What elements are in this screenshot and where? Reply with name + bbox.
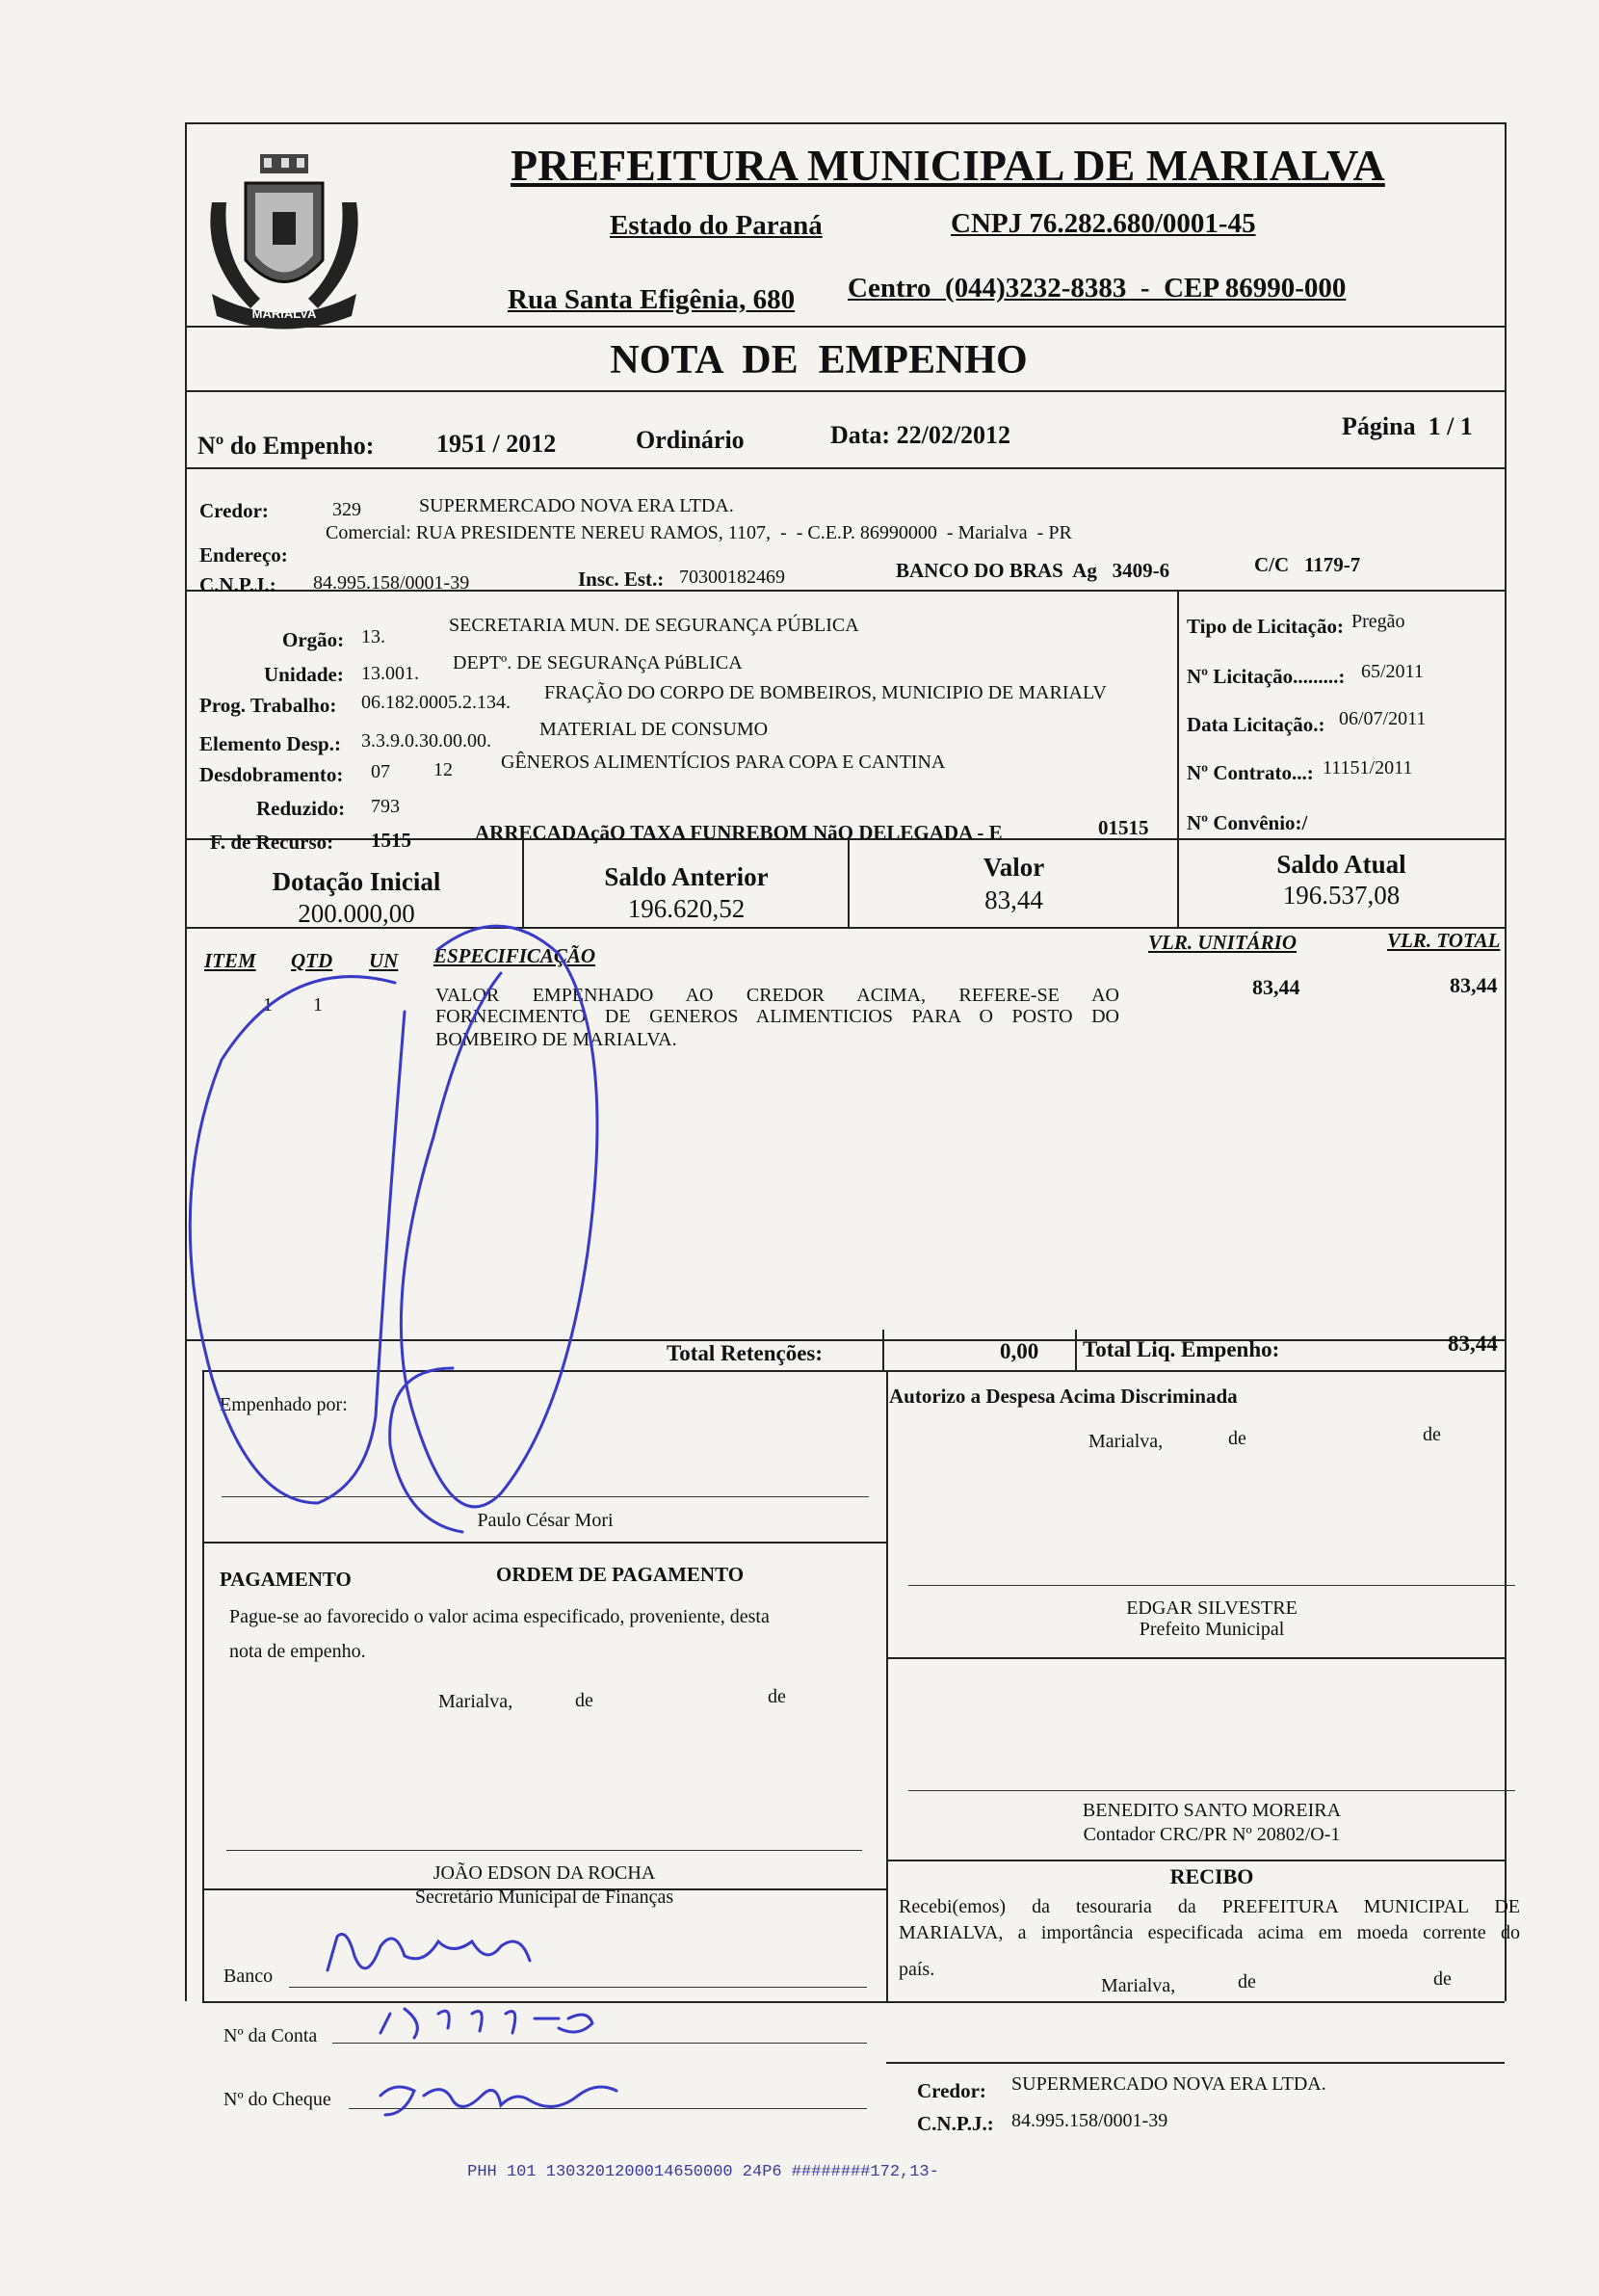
endereco-label: Endereço: bbox=[199, 543, 288, 567]
fonte-name: ARRECADAçãO TAXA FUNREBOM NãO DELEGADA - E bbox=[475, 821, 1003, 844]
empenho-label: Nº do Empenho: bbox=[197, 432, 375, 460]
street-address: Rua Santa Efigênia, 680 bbox=[508, 284, 796, 315]
n-contrato-label: Nº Contrato...: bbox=[1187, 761, 1314, 784]
row-espec-line3: BOMBEIRO DE MARIALVA. bbox=[435, 1029, 677, 1050]
valor-value: 83,44 bbox=[984, 885, 1043, 914]
bank-info: BANCO DO BRAS Ag 3409-6 bbox=[896, 559, 1170, 582]
municipality-title: PREFEITURA MUNICIPAL DE MARIALVA bbox=[511, 141, 1385, 190]
unidade-code: 13.001. bbox=[361, 663, 419, 684]
autorizo-de2: de bbox=[1423, 1424, 1441, 1445]
autorizo-label: Autorizo a Despesa Acima Discriminada bbox=[889, 1385, 1238, 1408]
tipo-licitacao-label: Tipo de Licitação: bbox=[1187, 615, 1344, 638]
total-liq-label: Total Liq. Empenho: bbox=[1083, 1337, 1280, 1361]
recibo-credor-value: SUPERMERCADO NOVA ERA LTDA. bbox=[1011, 2073, 1326, 2095]
total-retencoes-value: 0,00 bbox=[1000, 1339, 1039, 1363]
empenhado-por-label: Empenhado por: bbox=[220, 1394, 348, 1415]
recibo-line2: MARIALVA, a importância especificada acima em moeda corrente do bbox=[899, 1922, 1520, 1943]
col-especificacao: ESPECIFICAÇÃO bbox=[433, 944, 596, 967]
credor-cnpj-label: C.N.P.J.: bbox=[199, 573, 276, 596]
empenho-number: 1951 / 2012 bbox=[436, 430, 557, 458]
benedito-name: BENEDITO SANTO MOREIRA bbox=[1082, 1800, 1342, 1821]
ordem-pagamento-label: ORDEM DE PAGAMENTO bbox=[496, 1563, 745, 1586]
crest-text: MARIALVA bbox=[251, 306, 317, 321]
banco-label: Banco bbox=[223, 1966, 274, 1987]
pagamento-label: PAGAMENTO bbox=[220, 1568, 352, 1591]
unidade-name: DEPTº. DE SEGURANçA PúBLICA bbox=[453, 652, 743, 673]
prog-label: Prog. Trabalho: bbox=[199, 694, 337, 717]
autorizo-de1: de bbox=[1228, 1428, 1246, 1449]
edgar-name: EDGAR SILVESTRE bbox=[1126, 1597, 1298, 1619]
desdobramento-code1: 07 bbox=[371, 761, 390, 782]
prog-name: FRAÇÃO DO CORPO DE BOMBEIROS, MUNICIPIO DE MARIALV bbox=[544, 682, 1107, 703]
conta-label: Nº da Conta bbox=[223, 2025, 318, 2046]
ordem-marialva: Marialva, bbox=[438, 1691, 513, 1712]
col-qtd: QTD bbox=[291, 949, 333, 972]
recibo-cnpj-value: 84.995.158/0001-39 bbox=[1011, 2110, 1168, 2131]
reduzido-value: 793 bbox=[371, 796, 400, 817]
orgao-label: Orgão: bbox=[282, 628, 345, 651]
row-item: 1 bbox=[263, 994, 273, 1016]
pague-line1: Pague-se ao favorecido o valor acima especificado, proveniente, desta bbox=[229, 1606, 770, 1627]
recibo-de2: de bbox=[1433, 1968, 1452, 1990]
fonte-code: 1515 bbox=[371, 829, 411, 852]
fonte-label: F. de Recurso: bbox=[210, 831, 334, 854]
pague-line2: nota de empenho. bbox=[229, 1641, 366, 1662]
col-vlr-total: VLR. TOTAL bbox=[1387, 929, 1501, 952]
col-item: ITEM bbox=[204, 949, 256, 972]
saldo-atual-label: Saldo Atual bbox=[1276, 850, 1406, 879]
n-contrato-value: 11151/2011 bbox=[1323, 757, 1413, 779]
credor-name: SUPERMERCADO NOVA ERA LTDA. bbox=[419, 495, 734, 516]
empenho-date: Data: 22/02/2012 bbox=[830, 421, 1011, 449]
prog-code: 06.182.0005.2.134. bbox=[361, 692, 511, 713]
saldo-anterior-value: 196.620,52 bbox=[627, 894, 746, 923]
autorizo-marialva: Marialva, bbox=[1088, 1431, 1164, 1452]
n-licitacao-value: 65/2011 bbox=[1361, 661, 1424, 682]
row-qtd: 1 bbox=[313, 994, 323, 1016]
elemento-name: MATERIAL DE CONSUMO bbox=[539, 719, 769, 740]
prefeito-title: Prefeito Municipal bbox=[1139, 1619, 1285, 1640]
total-retencoes-label: Total Retenções: bbox=[667, 1341, 824, 1365]
elemento-code: 3.3.9.0.30.00.00. bbox=[361, 730, 491, 752]
unidade-label: Unidade: bbox=[264, 663, 344, 686]
credor-cnpj-value: 84.995.158/0001-39 bbox=[313, 572, 470, 594]
saldo-anterior-label: Saldo Anterior bbox=[604, 862, 769, 891]
recibo-de1: de bbox=[1238, 1971, 1256, 1993]
bank-account: C/C 1179-7 bbox=[1254, 553, 1361, 576]
recibo-line3: país. bbox=[899, 1959, 935, 1980]
row-vlr-unitario: 83,44 bbox=[1252, 975, 1300, 999]
state-name: Estado do Paraná bbox=[610, 210, 823, 241]
recibo-line1: Recebi(emos) da tesouraria da PREFEITURA MUNICIPAL DE bbox=[899, 1896, 1520, 1917]
saldo-atual-value: 196.537,08 bbox=[1282, 881, 1401, 910]
cheque-label: Nº do Cheque bbox=[223, 2089, 331, 2110]
footer-code: PHH 101 1303201200014650000 24P6 ########172,13- bbox=[467, 2163, 939, 2181]
header-cnpj: CNPJ 76.282.680/0001-45 bbox=[951, 208, 1256, 239]
data-licitacao-value: 06/07/2011 bbox=[1339, 708, 1427, 729]
elemento-label: Elemento Desp.: bbox=[199, 732, 341, 755]
endereco-value: Comercial: RUA PRESIDENTE NEREU RAMOS, 1107, - - C.E.P. 86990000 - Marialva - PR bbox=[326, 522, 1072, 543]
joao-name: JOÃO EDSON DA ROCHA bbox=[433, 1862, 656, 1884]
credor-code: 329 bbox=[332, 499, 361, 520]
recibo-marialva: Marialva, bbox=[1101, 1975, 1176, 1996]
contador-title: Contador CRC/PR Nº 20802/O-1 bbox=[1083, 1824, 1341, 1845]
page-number: Página 1 / 1 bbox=[1342, 412, 1473, 440]
secretario-title: Secretário Municipal de Finanças bbox=[414, 1887, 674, 1908]
address-contact: Centro (044)3232-8383 - CEP 86990-000 bbox=[848, 273, 1347, 303]
desdobramento-name: GÊNEROS ALIMENTÍCIOS PARA COPA E CANTINA bbox=[501, 752, 946, 773]
fonte-code2: 01515 bbox=[1098, 816, 1149, 839]
desdobramento-code2: 12 bbox=[433, 759, 453, 780]
reduzido-label: Reduzido: bbox=[256, 797, 346, 820]
document-title: NOTA DE EMPENHO bbox=[610, 338, 1028, 383]
ordem-de2: de bbox=[768, 1686, 786, 1707]
insc-value: 70300182469 bbox=[679, 567, 785, 588]
desdobramento-label: Desdobramento: bbox=[199, 763, 344, 786]
insc-label: Insc. Est.: bbox=[578, 567, 665, 591]
recibo-cnpj-label: C.N.P.J.: bbox=[917, 2112, 994, 2135]
data-licitacao-label: Data Licitação.: bbox=[1187, 713, 1325, 736]
tipo-licitacao-value: Pregão bbox=[1351, 611, 1405, 632]
row-espec-line2: FORNECIMENTO DE GENEROS ALIMENTICIOS PARA O POSTO DO bbox=[435, 1006, 1119, 1027]
row-vlr-total: 83,44 bbox=[1450, 973, 1498, 997]
paulo-name: Paulo César Mori bbox=[477, 1510, 614, 1531]
total-liq-value: 83,44 bbox=[1448, 1332, 1498, 1356]
col-vlr-unitario: VLR. UNITÁRIO bbox=[1148, 931, 1298, 954]
credor-label: Credor: bbox=[199, 499, 269, 522]
n-licitacao-label: Nº Licitação.........: bbox=[1187, 665, 1346, 688]
orgao-code: 13. bbox=[361, 626, 385, 647]
ordem-de1: de bbox=[575, 1690, 593, 1711]
orgao-name: SECRETARIA MUN. DE SEGURANÇA PÚBLICA bbox=[449, 615, 859, 636]
valor-label: Valor bbox=[983, 853, 1045, 882]
dotacao-label: Dotação Inicial bbox=[272, 867, 441, 896]
recibo-title: RECIBO bbox=[1169, 1864, 1254, 1888]
row-espec-line1: VALOR EMPENHADO AO CREDOR ACIMA, REFERE-SE AO bbox=[435, 985, 1119, 1006]
col-un: UN bbox=[369, 949, 399, 972]
n-convenio: Nº Convênio:/ bbox=[1187, 811, 1308, 834]
empenho-type: Ordinário bbox=[636, 426, 745, 454]
dotacao-value: 200.000,00 bbox=[298, 899, 415, 928]
recibo-credor-label: Credor: bbox=[917, 2079, 986, 2102]
